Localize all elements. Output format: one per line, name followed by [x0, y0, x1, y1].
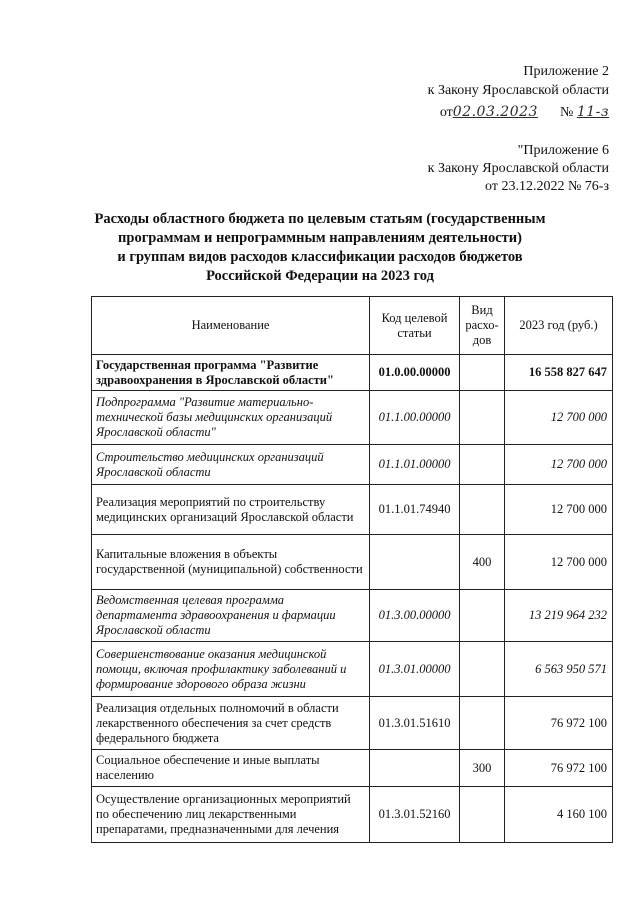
table-row	[92, 355, 613, 391]
cell-code	[370, 750, 460, 787]
annex-2-label: Приложение 2	[523, 64, 609, 79]
cell-name: Подпрограмма "Развитие материально-технической базы медицинских организаций Ярославской области"	[92, 391, 370, 445]
cell-name: Осуществление организационных мероприятий по обеспечению лиц лекарственными препаратами, предназначенными для лечения	[92, 787, 370, 843]
cell-amount: 12 700 000	[505, 445, 613, 485]
cell-amount: 76 972 100	[505, 697, 613, 750]
cell-code: 01.0.00.00000	[370, 355, 460, 391]
cell-code: 01.3.01.00000	[370, 642, 460, 697]
signed-number: 11-з	[576, 104, 609, 120]
cell-amount: 6 563 950 571	[505, 642, 613, 697]
table-row	[92, 590, 613, 642]
document-title	[60, 210, 580, 286]
table-row	[92, 787, 613, 843]
cell-vid	[460, 787, 505, 843]
title-line-3: и группам видов расходов классификации расходов бюджетов	[117, 249, 523, 265]
signature-line	[440, 104, 609, 121]
table-row	[92, 535, 613, 590]
cell-name: Совершенствование оказания медицинской помощи, включая профилактику заболеваний и формирование здорового образа жизни	[92, 642, 370, 697]
cell-vid	[460, 485, 505, 535]
cell-vid: 300	[460, 750, 505, 787]
cell-vid	[460, 355, 505, 391]
cell-amount: 16 558 827 647	[505, 355, 613, 391]
reference-date: от 23.12.2022 № 76-з	[485, 179, 609, 194]
table-body	[92, 355, 613, 843]
table-row	[92, 485, 613, 535]
cell-amount: 12 700 000	[505, 391, 613, 445]
header-name: Наименование	[92, 297, 370, 355]
cell-name: Строительство медицинских организаций Ярославской области	[92, 445, 370, 485]
title-line-4: Российской Федерации на 2023 год	[206, 268, 434, 284]
table-header-row	[92, 297, 613, 355]
cell-code: 01.3.01.52160	[370, 787, 460, 843]
cell-amount: 4 160 100	[505, 787, 613, 843]
cell-code: 01.3.00.00000	[370, 590, 460, 642]
number-prefix: №	[559, 105, 574, 120]
cell-code: 01.3.01.51610	[370, 697, 460, 750]
cell-code: 01.1.00.00000	[370, 391, 460, 445]
title-line-1: Расходы областного бюджета по целевым статьям (государственным	[94, 211, 546, 227]
table-row	[92, 391, 613, 445]
cell-name: Ведомственная целевая программа департамента здравоохранения и фармации Ярославской области	[92, 590, 370, 642]
table-row	[92, 697, 613, 750]
header-vid: Вид расхо-дов	[460, 297, 505, 355]
cell-name: Государственная программа "Развитие здравоохранения в Ярославской области"	[92, 355, 370, 391]
cell-vid: 400	[460, 535, 505, 590]
cell-vid	[460, 445, 505, 485]
cell-amount: 13 219 964 232	[505, 590, 613, 642]
header-amount: 2023 год (руб.)	[505, 297, 613, 355]
cell-vid	[460, 590, 505, 642]
cell-vid	[460, 642, 505, 697]
cell-name: Реализация мероприятий по строительству медицинских организаций Ярославской области	[92, 485, 370, 535]
law-label: к Закону Ярославской области	[427, 83, 609, 98]
cell-vid	[460, 391, 505, 445]
table-row	[92, 642, 613, 697]
cell-amount: 12 700 000	[505, 485, 613, 535]
cell-code	[370, 535, 460, 590]
from-prefix: от	[439, 105, 453, 120]
table-row	[92, 750, 613, 787]
cell-amount: 12 700 000	[505, 535, 613, 590]
cell-code: 01.1.01.74940	[370, 485, 460, 535]
cell-code: 01.1.01.00000	[370, 445, 460, 485]
annex-6-label: "Приложение 6	[517, 143, 609, 158]
cell-amount: 76 972 100	[505, 750, 613, 787]
header-code: Код целевой статьи	[370, 297, 460, 355]
cell-name: Социальное обеспечение и иные выплаты населению	[92, 750, 370, 787]
cell-vid	[460, 697, 505, 750]
table-row	[92, 445, 613, 485]
cell-name: Реализация отдельных полномочий в области лекарственного обеспечения за счет средств федерального бюджета	[92, 697, 370, 750]
title-line-2: программам и непрограммным направлениям деятельности)	[118, 230, 522, 246]
signed-date: 02.03.2023	[452, 104, 538, 120]
cell-name: Капитальные вложения в объекты государственной (муниципальной) собственности	[92, 535, 370, 590]
expenses-table	[91, 296, 613, 843]
law-label-2: к Закону Ярославской области	[427, 161, 609, 176]
